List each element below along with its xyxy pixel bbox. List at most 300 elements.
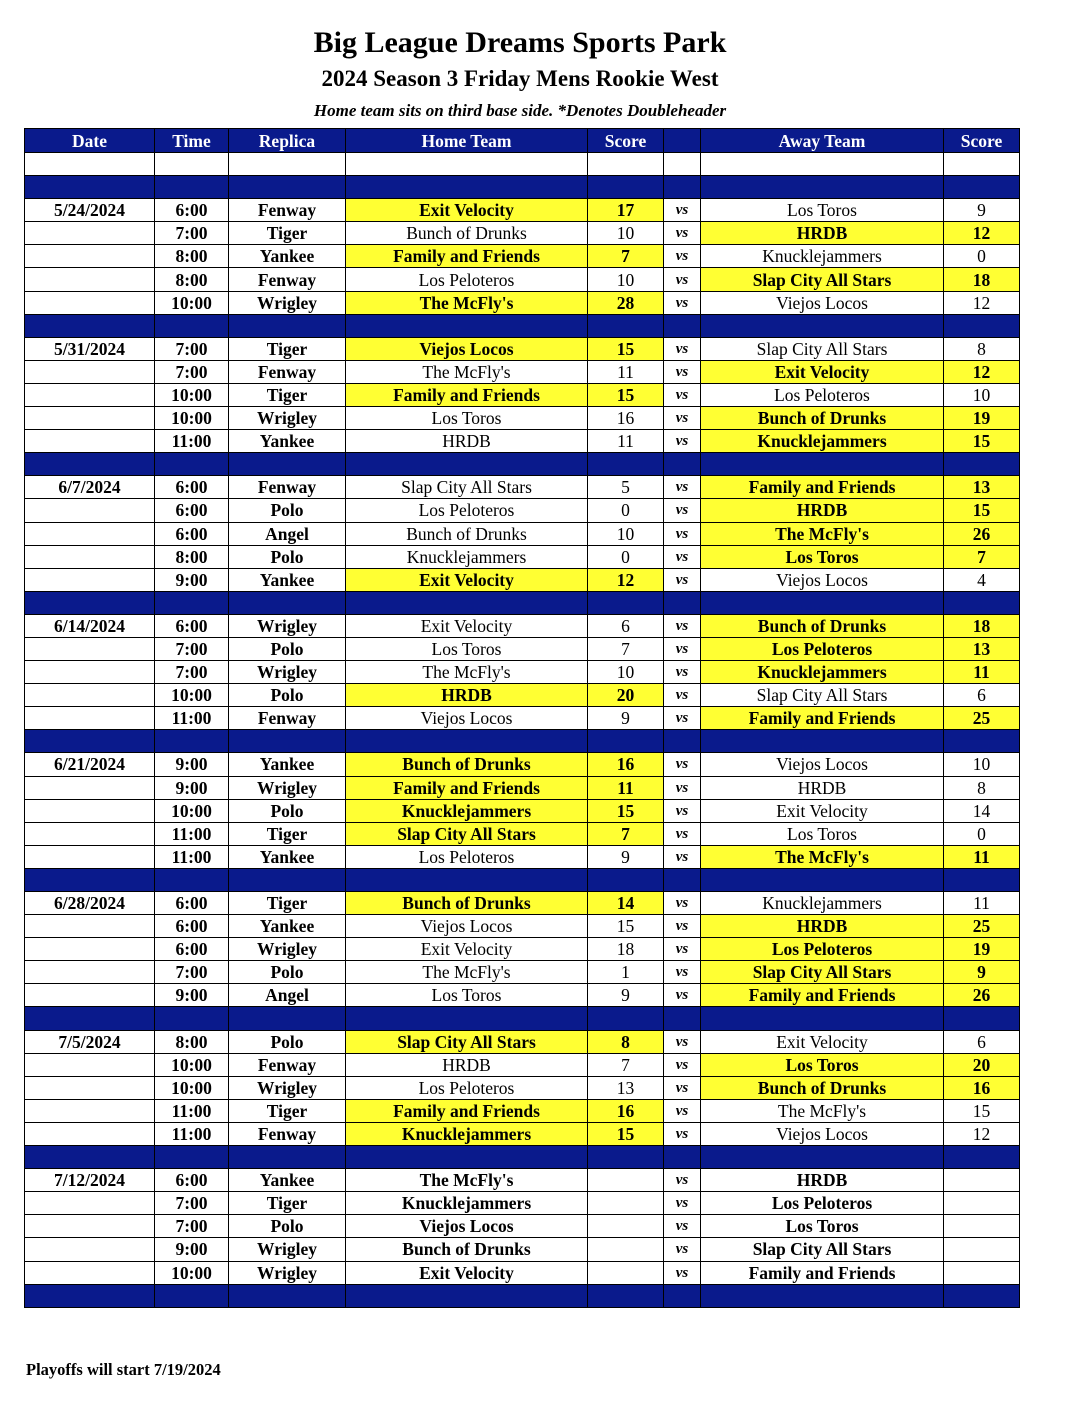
home-score: 15 (588, 799, 664, 822)
week-separator (25, 1284, 1020, 1307)
table-row (25, 407, 1020, 430)
game-replica: Polo (229, 545, 346, 568)
week-separator (25, 1146, 1020, 1169)
home-team: Knucklejammers (346, 799, 588, 822)
table-row (25, 915, 1020, 938)
away-team: HRDB (701, 499, 944, 522)
empty-cell (25, 176, 155, 199)
home-team: Knucklejammers (346, 1122, 588, 1145)
vs-label: vs (664, 545, 701, 568)
away-team: Family and Friends (701, 1261, 944, 1284)
vs-label: vs (664, 984, 701, 1007)
away-team: Viejos Locos (701, 291, 944, 314)
home-team: Los Toros (346, 984, 588, 1007)
away-team: HRDB (701, 915, 944, 938)
game-time: 7:00 (155, 1215, 229, 1238)
vs-label: vs (664, 407, 701, 430)
empty-cell (664, 314, 701, 337)
vs-label: vs (664, 522, 701, 545)
away-team: The McFly's (701, 522, 944, 545)
game-time: 6:00 (155, 199, 229, 222)
home-team: Viejos Locos (346, 337, 588, 360)
vs-label: vs (664, 199, 701, 222)
table-row (25, 199, 1020, 222)
home-team: Bunch of Drunks (346, 522, 588, 545)
away-score: 12 (944, 360, 1020, 383)
empty-cell (664, 730, 701, 753)
game-date: 6/7/2024 (25, 476, 155, 499)
table-row (25, 1053, 1020, 1076)
table-row (25, 961, 1020, 984)
col-header-home-team: Home Team (346, 129, 588, 153)
away-score: 26 (944, 522, 1020, 545)
empty-cell (346, 153, 588, 176)
game-replica: Yankee (229, 245, 346, 268)
game-time: 8:00 (155, 245, 229, 268)
empty-cell (664, 453, 701, 476)
table-row (25, 661, 1020, 684)
home-score: 13 (588, 1076, 664, 1099)
away-score: 6 (944, 684, 1020, 707)
empty-cell (664, 1146, 701, 1169)
empty-cell (229, 1007, 346, 1030)
col-header-away-team: Away Team (701, 129, 944, 153)
empty-cell (229, 1146, 346, 1169)
game-date-empty (25, 291, 155, 314)
table-row (25, 776, 1020, 799)
game-replica: Wrigley (229, 291, 346, 314)
home-team: Los Toros (346, 407, 588, 430)
table-row (25, 1076, 1020, 1099)
vs-label: vs (664, 268, 701, 291)
vs-label: vs (664, 1076, 701, 1099)
away-score: 0 (944, 245, 1020, 268)
away-score: 26 (944, 984, 1020, 1007)
away-team: Los Peloteros (701, 637, 944, 660)
game-date-empty (25, 360, 155, 383)
empty-cell (588, 1284, 664, 1307)
table-row (25, 268, 1020, 291)
away-team: Viejos Locos (701, 1122, 944, 1145)
vs-label: vs (664, 1261, 701, 1284)
empty-cell (944, 453, 1020, 476)
empty-cell (944, 730, 1020, 753)
empty-cell (701, 176, 944, 199)
table-row (25, 1099, 1020, 1122)
game-date: 6/21/2024 (25, 753, 155, 776)
empty-cell (944, 868, 1020, 891)
game-replica: Wrigley (229, 1076, 346, 1099)
vs-label: vs (664, 845, 701, 868)
vs-label: vs (664, 753, 701, 776)
vs-label: vs (664, 1030, 701, 1053)
game-time: 6:00 (155, 915, 229, 938)
vs-label: vs (664, 245, 701, 268)
empty-cell (701, 1007, 944, 1030)
vs-label: vs (664, 938, 701, 961)
empty-cell (588, 1146, 664, 1169)
away-team: HRDB (701, 776, 944, 799)
game-time: 6:00 (155, 1169, 229, 1192)
game-date-empty (25, 915, 155, 938)
table-row (25, 707, 1020, 730)
game-date-empty (25, 1053, 155, 1076)
home-score: 7 (588, 245, 664, 268)
away-team: Knucklejammers (701, 245, 944, 268)
home-score: 7 (588, 1053, 664, 1076)
home-team: Family and Friends (346, 776, 588, 799)
table-row (25, 568, 1020, 591)
game-date-empty (25, 1076, 155, 1099)
table-row (25, 291, 1020, 314)
vs-label: vs (664, 1122, 701, 1145)
home-score: 0 (588, 545, 664, 568)
game-replica: Tiger (229, 1192, 346, 1215)
table-row (25, 430, 1020, 453)
empty-cell (701, 591, 944, 614)
table-row (25, 1122, 1020, 1145)
game-replica: Polo (229, 684, 346, 707)
game-date-empty (25, 430, 155, 453)
empty-cell (664, 591, 701, 614)
home-score: 17 (588, 199, 664, 222)
home-score: 11 (588, 430, 664, 453)
table-row (25, 545, 1020, 568)
away-score: 10 (944, 753, 1020, 776)
home-score: 8 (588, 1030, 664, 1053)
table-row (25, 892, 1020, 915)
table-row (25, 499, 1020, 522)
away-score: 12 (944, 291, 1020, 314)
col-header-date: Date (25, 129, 155, 153)
vs-label: vs (664, 1192, 701, 1215)
home-score: 11 (588, 360, 664, 383)
empty-cell (229, 176, 346, 199)
vs-label: vs (664, 222, 701, 245)
empty-cell (701, 453, 944, 476)
game-time: 10:00 (155, 1053, 229, 1076)
empty-cell (155, 591, 229, 614)
game-time: 11:00 (155, 1099, 229, 1122)
home-score: 5 (588, 476, 664, 499)
home-score: 10 (588, 268, 664, 291)
home-team: Exit Velocity (346, 938, 588, 961)
home-score: 7 (588, 822, 664, 845)
home-score: 15 (588, 1122, 664, 1145)
home-score: 15 (588, 383, 664, 406)
away-team: Knucklejammers (701, 892, 944, 915)
playoffs-note: Playoffs will start 7/19/2024 (26, 1360, 221, 1379)
empty-cell (155, 1146, 229, 1169)
empty-cell (155, 453, 229, 476)
game-replica: Fenway (229, 1122, 346, 1145)
away-team: Slap City All Stars (701, 1238, 944, 1261)
home-team: HRDB (346, 1053, 588, 1076)
table-row (25, 799, 1020, 822)
home-team: The McFly's (346, 360, 588, 383)
game-time: 10:00 (155, 383, 229, 406)
game-time: 7:00 (155, 637, 229, 660)
table-row (25, 1238, 1020, 1261)
home-score: 15 (588, 915, 664, 938)
game-time: 10:00 (155, 1261, 229, 1284)
empty-cell (346, 314, 588, 337)
empty-cell (346, 591, 588, 614)
game-replica: Angel (229, 522, 346, 545)
game-replica: Polo (229, 499, 346, 522)
home-team: Exit Velocity (346, 614, 588, 637)
empty-cell (944, 176, 1020, 199)
away-score: 11 (944, 892, 1020, 915)
away-score: 13 (944, 476, 1020, 499)
empty-cell (664, 176, 701, 199)
away-team: Los Toros (701, 1053, 944, 1076)
home-score: 16 (588, 753, 664, 776)
table-row (25, 684, 1020, 707)
away-score: 11 (944, 845, 1020, 868)
empty-cell (25, 591, 155, 614)
empty-cell (346, 453, 588, 476)
away-score: 9 (944, 961, 1020, 984)
away-score (944, 1261, 1020, 1284)
game-date-empty (25, 961, 155, 984)
home-team: Slap City All Stars (346, 476, 588, 499)
empty-cell (25, 730, 155, 753)
game-date: 7/5/2024 (25, 1030, 155, 1053)
game-date-empty (25, 222, 155, 245)
home-score: 11 (588, 776, 664, 799)
game-replica: Fenway (229, 199, 346, 222)
game-time: 11:00 (155, 707, 229, 730)
table-row (25, 845, 1020, 868)
away-team: Los Peloteros (701, 1192, 944, 1215)
game-date: 6/28/2024 (25, 892, 155, 915)
week-separator (25, 730, 1020, 753)
home-team: Exit Velocity (346, 1261, 588, 1284)
empty-cell (25, 1284, 155, 1307)
empty-cell (229, 314, 346, 337)
away-team: Exit Velocity (701, 799, 944, 822)
empty-cell (701, 1146, 944, 1169)
home-team: The McFly's (346, 961, 588, 984)
away-score: 0 (944, 822, 1020, 845)
empty-cell (155, 1007, 229, 1030)
away-score (944, 1192, 1020, 1215)
week-separator (25, 1007, 1020, 1030)
home-team: Family and Friends (346, 383, 588, 406)
table-row (25, 614, 1020, 637)
game-time: 10:00 (155, 407, 229, 430)
away-team: Slap City All Stars (701, 961, 944, 984)
away-team: Knucklejammers (701, 661, 944, 684)
away-score: 20 (944, 1053, 1020, 1076)
game-date-empty (25, 776, 155, 799)
table-row (25, 1030, 1020, 1053)
empty-cell (944, 1146, 1020, 1169)
vs-label: vs (664, 614, 701, 637)
game-replica: Tiger (229, 1099, 346, 1122)
game-time: 8:00 (155, 545, 229, 568)
week-separator (25, 176, 1020, 199)
game-replica: Wrigley (229, 614, 346, 637)
empty-cell (229, 730, 346, 753)
game-date-empty (25, 707, 155, 730)
home-score (588, 1238, 664, 1261)
empty-cell (155, 314, 229, 337)
empty-cell (155, 153, 229, 176)
away-team: Knucklejammers (701, 430, 944, 453)
game-time: 7:00 (155, 337, 229, 360)
empty-cell (588, 1007, 664, 1030)
empty-cell (664, 1284, 701, 1307)
empty-cell (25, 868, 155, 891)
home-score: 15 (588, 337, 664, 360)
home-score: 12 (588, 568, 664, 591)
game-replica: Wrigley (229, 1238, 346, 1261)
empty-cell (588, 153, 664, 176)
table-row (25, 1192, 1020, 1215)
seating-note: Home team sits on third base side. *Denotes Doubleheader (313, 101, 727, 120)
game-time: 8:00 (155, 1030, 229, 1053)
game-replica: Fenway (229, 360, 346, 383)
away-score: 18 (944, 614, 1020, 637)
game-time: 10:00 (155, 291, 229, 314)
away-team: Viejos Locos (701, 568, 944, 591)
game-time: 7:00 (155, 222, 229, 245)
away-score: 15 (944, 499, 1020, 522)
game-replica: Polo (229, 1030, 346, 1053)
table-row (25, 245, 1020, 268)
home-score: 10 (588, 222, 664, 245)
away-score: 13 (944, 637, 1020, 660)
game-replica: Polo (229, 1215, 346, 1238)
home-score: 1 (588, 961, 664, 984)
vs-label: vs (664, 476, 701, 499)
away-team: HRDB (701, 1169, 944, 1192)
vs-label: vs (664, 360, 701, 383)
game-time: 6:00 (155, 522, 229, 545)
game-date-empty (25, 845, 155, 868)
away-team: Family and Friends (701, 476, 944, 499)
table-row (25, 1261, 1020, 1284)
home-score: 10 (588, 522, 664, 545)
empty-cell (155, 730, 229, 753)
game-replica: Wrigley (229, 661, 346, 684)
home-score: 9 (588, 707, 664, 730)
home-team: Bunch of Drunks (346, 222, 588, 245)
away-score: 10 (944, 383, 1020, 406)
away-score: 9 (944, 199, 1020, 222)
game-replica: Tiger (229, 337, 346, 360)
vs-label: vs (664, 337, 701, 360)
game-time: 6:00 (155, 614, 229, 637)
home-team: Los Toros (346, 637, 588, 660)
home-team: Los Peloteros (346, 499, 588, 522)
empty-cell (229, 868, 346, 891)
game-date-empty (25, 407, 155, 430)
week-separator (25, 591, 1020, 614)
game-time: 6:00 (155, 499, 229, 522)
game-date-empty (25, 1261, 155, 1284)
away-team: Los Toros (701, 199, 944, 222)
empty-cell (229, 1284, 346, 1307)
away-score: 19 (944, 407, 1020, 430)
home-team: Viejos Locos (346, 707, 588, 730)
game-date-empty (25, 822, 155, 845)
table-row (25, 1215, 1020, 1238)
game-date: 6/14/2024 (25, 614, 155, 637)
game-time: 9:00 (155, 776, 229, 799)
vs-label: vs (664, 1238, 701, 1261)
empty-cell (664, 868, 701, 891)
away-score: 19 (944, 938, 1020, 961)
away-score: 16 (944, 1076, 1020, 1099)
away-team: Slap City All Stars (701, 337, 944, 360)
game-time: 6:00 (155, 892, 229, 915)
vs-label: vs (664, 499, 701, 522)
empty-cell (944, 153, 1020, 176)
week-separator (25, 453, 1020, 476)
game-replica: Polo (229, 961, 346, 984)
empty-cell (588, 730, 664, 753)
game-replica: Tiger (229, 222, 346, 245)
away-score (944, 1169, 1020, 1192)
away-team: The McFly's (701, 845, 944, 868)
away-team: Bunch of Drunks (701, 614, 944, 637)
empty-cell (588, 868, 664, 891)
game-replica: Fenway (229, 268, 346, 291)
vs-label: vs (664, 568, 701, 591)
empty-cell (25, 1007, 155, 1030)
home-team: Bunch of Drunks (346, 892, 588, 915)
home-score (588, 1169, 664, 1192)
table-row (25, 383, 1020, 406)
table-row (25, 337, 1020, 360)
away-score: 6 (944, 1030, 1020, 1053)
away-score: 8 (944, 776, 1020, 799)
empty-cell (664, 153, 701, 176)
col-header-time: Time (155, 129, 229, 153)
home-score: 6 (588, 614, 664, 637)
vs-label: vs (664, 892, 701, 915)
home-team: Bunch of Drunks (346, 753, 588, 776)
game-date-empty (25, 499, 155, 522)
game-time: 9:00 (155, 984, 229, 1007)
away-team: Viejos Locos (701, 753, 944, 776)
home-score: 10 (588, 661, 664, 684)
vs-label: vs (664, 822, 701, 845)
game-replica: Wrigley (229, 776, 346, 799)
empty-cell (346, 1146, 588, 1169)
blank-row (25, 153, 1020, 176)
home-score (588, 1261, 664, 1284)
game-date-empty (25, 383, 155, 406)
home-team: Exit Velocity (346, 199, 588, 222)
game-replica: Wrigley (229, 938, 346, 961)
game-replica: Angel (229, 984, 346, 1007)
game-date-empty (25, 1215, 155, 1238)
header-row (25, 129, 1020, 153)
home-team: Viejos Locos (346, 915, 588, 938)
table-row (25, 522, 1020, 545)
game-date-empty (25, 661, 155, 684)
game-replica: Wrigley (229, 407, 346, 430)
vs-label: vs (664, 1169, 701, 1192)
game-date: 5/31/2024 (25, 337, 155, 360)
home-team: Family and Friends (346, 245, 588, 268)
table-row (25, 222, 1020, 245)
home-score: 16 (588, 407, 664, 430)
